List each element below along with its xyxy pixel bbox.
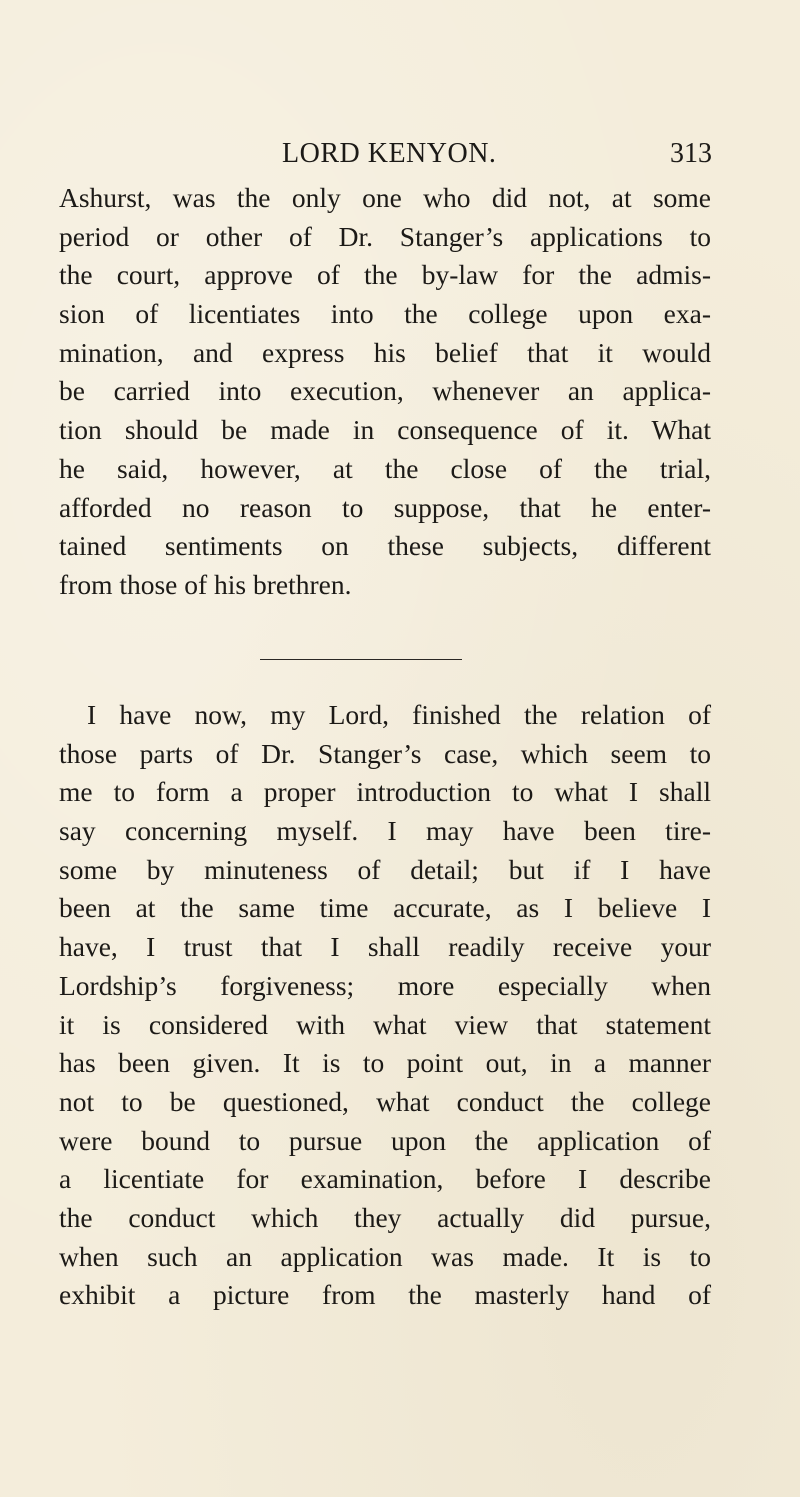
- section-divider: [260, 659, 462, 660]
- text-line: the court, approve of the by-law for the admis-: [59, 259, 711, 291]
- page-number: 313: [670, 138, 712, 169]
- text-line: tion should be made in consequence of it. What: [59, 414, 711, 446]
- text-line: a licentiate for examination, before I describe: [59, 1163, 711, 1195]
- text-line: has been given. It is to point out, in a manner: [59, 1047, 711, 1079]
- text-line: some by minuteness of detail; but if I have: [59, 853, 711, 885]
- text-line: have, I trust that I shall readily receive your: [59, 931, 711, 963]
- text-line: Lordship’s forgiveness; more especially when: [59, 969, 711, 1001]
- text-line: be carried into execution, whenever an applica-: [59, 375, 711, 407]
- text-line: not to be questioned, what conduct the college: [59, 1085, 711, 1117]
- text-line: were bound to pursue upon the application of: [59, 1124, 711, 1156]
- text-line: afforded no reason to suppose, that he enter-: [59, 491, 711, 523]
- text-line: I have now, my Lord, finished the relation of: [87, 699, 711, 730]
- text-line: exhibit a picture from the masterly hand of: [59, 1279, 711, 1311]
- text-line: he said, however, at the close of the trial,: [59, 452, 711, 484]
- running-head: [282, 138, 712, 178]
- text-line: been at the same time accurate, as I believe I: [59, 892, 711, 924]
- text-line: it is considered with what view that statement: [59, 1008, 711, 1040]
- text-line: sion of licentiates into the college upon exa-: [59, 298, 711, 330]
- text-line: the conduct which they actually did pursue,: [59, 1201, 711, 1233]
- running-title: LORD KENYON.: [282, 138, 497, 169]
- text-line: say concerning myself. I may have been tire-: [59, 815, 711, 847]
- text-line: from those of his brethren.: [59, 568, 352, 600]
- text-line: those parts of Dr. Stanger’s case, which seem to: [59, 737, 711, 769]
- text-line: when such an application was made. It is to: [59, 1240, 711, 1272]
- paragraph-1: [59, 179, 711, 605]
- text-line: period or other of Dr. Stanger’s applications to: [59, 220, 711, 252]
- paragraph-2: [59, 696, 711, 1315]
- text-line: Ashurst, was the only one who did not, at some: [59, 182, 711, 213]
- text-line: mination, and express his belief that it would: [59, 336, 711, 368]
- text-line: me to form a proper introduction to what I shall: [59, 776, 711, 808]
- text-line: tained sentiments on these subjects, different: [59, 530, 711, 562]
